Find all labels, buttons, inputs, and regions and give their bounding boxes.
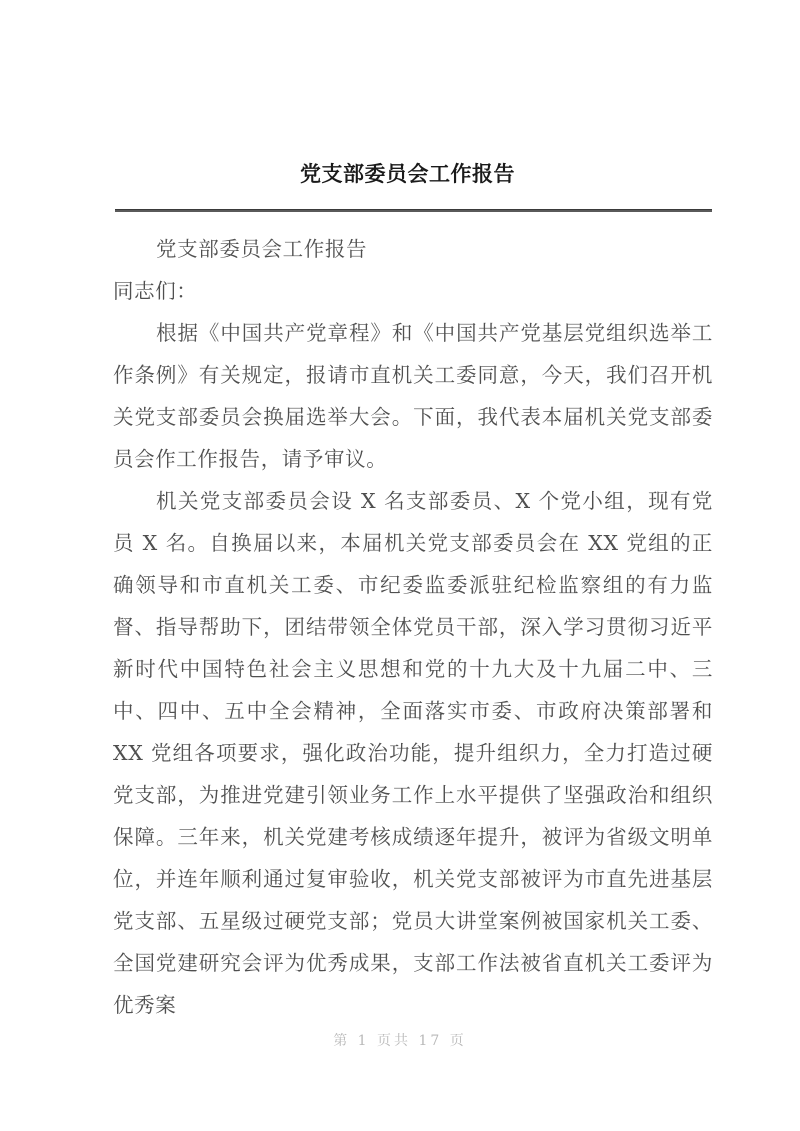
- paragraph-1: 根据《中国共产党章程》和《中国共产党基层党组织选举工作条例》有关规定，报请市直机关工委同意，今天，我们召开机关党支部委员会换届选举大会。下面，我代表本届机关党支部委员会作工作报告，请予审议。: [113, 321, 713, 471]
- heading-line: 党支部委员会工作报告: [156, 237, 368, 261]
- salutation: 同志们：: [113, 279, 198, 303]
- page-title: 党支部委员会工作报告: [300, 162, 515, 186]
- page-footer: 第 1 页共 17 页: [333, 1033, 467, 1049]
- document-body: [113, 228, 713, 1026]
- paragraph-2: 机关党支部委员会设 X 名支部委员、X 个党小组，现有党员 X 名。自换届以来，本届机关党支部委员会在 XX 党组的正确领导和市直机关工委、市纪委监委派驻纪检监察组的有力监督、指导帮助下，团结带领全体党员干部，深入学习贯彻习近平新时代中国特色社会主义思想和党的十九大及十九届二中、三中、四中、五中全会精神，全面落实市委、市政府决策部署和 XX 党组各项要求，强化政治功能，提升组织力，全力打造过硬党支部，为推进党建引领业务工作上水平提供了坚强政治和组织保障。三年来，机关党建考核成绩逐年提升，被评为省级文明单位，并连年顺利通过复审验收，机关党支部被评为市直先进基层党支部、五星级过硬党支部；党员大讲堂案例被国家机关工委、全国党建研究会评为优秀成果，支部工作法被省直机关工委评为优秀案: [113, 489, 713, 1017]
- title-divider: [115, 209, 712, 212]
